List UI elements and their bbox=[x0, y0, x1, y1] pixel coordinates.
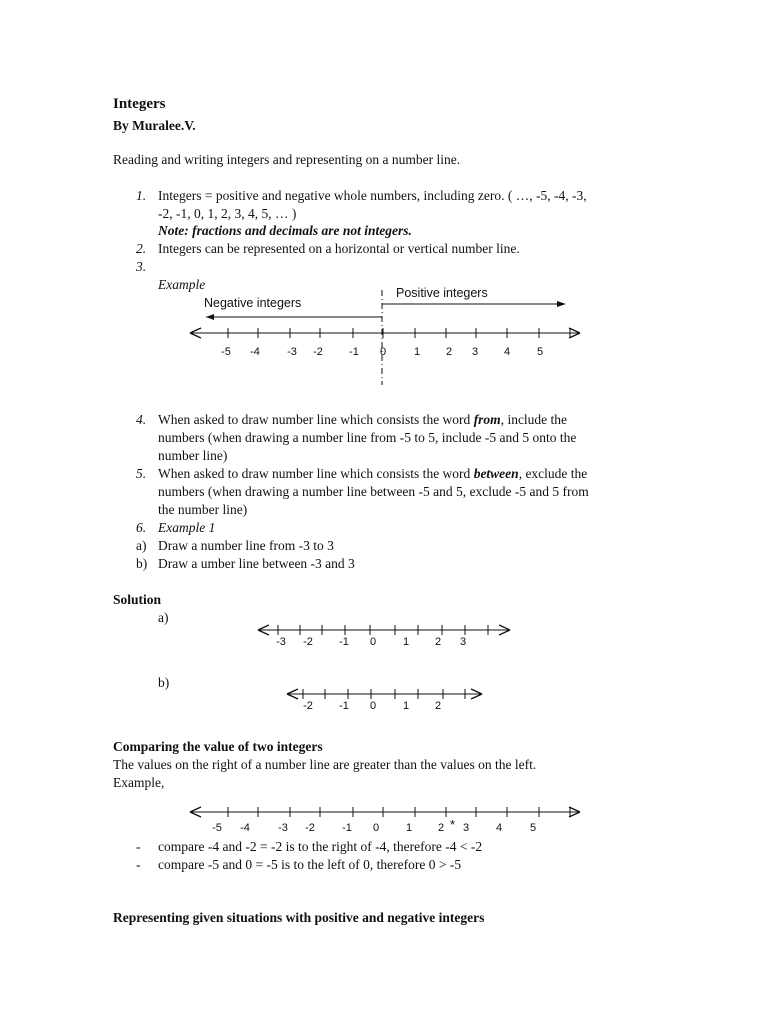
compare-marker: * bbox=[450, 817, 456, 832]
solution-a-number-line-tick-label: 1 bbox=[402, 636, 410, 648]
note-text: Note: fractions and decimals are not integers. bbox=[158, 223, 412, 238]
item5-line1 bbox=[158, 465, 587, 482]
compare-number-line bbox=[190, 807, 580, 834]
solution-a-number-line-tick-label: -3 bbox=[276, 636, 286, 648]
example-number-line-tick-label: 4 bbox=[503, 346, 511, 358]
example-number-line-tick-label: -2 bbox=[313, 346, 323, 358]
compare-number-line-tick-label: 4 bbox=[495, 822, 503, 834]
compare-number-line-tick-label: -1 bbox=[342, 822, 352, 834]
compare-number-line-tick-label: 1 bbox=[405, 822, 413, 834]
compare-number-line-tick-label: 3 bbox=[462, 822, 470, 834]
compare-number-line-tick-label: -3 bbox=[278, 822, 288, 834]
item1-line2: -2, -1, 0, 1, 2, 3, 4, 5, … ) bbox=[158, 206, 297, 221]
example-number-line-tick-label: -4 bbox=[250, 346, 260, 358]
item4-text-b: , include the bbox=[500, 412, 568, 427]
item6-text: Example 1 bbox=[158, 520, 216, 535]
item-number-4: 4. bbox=[136, 412, 147, 427]
item-label-b: b) bbox=[136, 556, 148, 571]
solution-heading: Solution bbox=[113, 592, 162, 607]
item5-line3: the number line) bbox=[158, 502, 248, 517]
item4-line3: number line) bbox=[158, 448, 228, 463]
positive-integers-label: Positive integers bbox=[396, 286, 488, 300]
solution-b-number-line-tick-label: -2 bbox=[303, 700, 313, 712]
representing-heading: Representing given situations with positive and negative integers bbox=[113, 910, 485, 925]
item4-line2: numbers (when drawing a number line from -5 to 5, include -5 and 5 onto the bbox=[158, 430, 577, 445]
item-a-text: Draw a number line from -3 to 3 bbox=[158, 538, 334, 553]
compare-number-line-tick-label: -2 bbox=[305, 822, 315, 834]
solution-b-label: b) bbox=[158, 675, 170, 690]
example-number-line-tick-label: 0 bbox=[379, 346, 387, 358]
item-label-a: a) bbox=[136, 538, 147, 553]
page-title: Integers bbox=[113, 96, 166, 112]
bullet-dash-1: - bbox=[136, 839, 141, 854]
example-number-line-tick-label: 2 bbox=[445, 346, 453, 358]
solution-a-label: a) bbox=[158, 610, 169, 625]
solution-a-number-line-tick-label: 0 bbox=[369, 636, 377, 648]
intro-text: Reading and writing integers and representing on a number line. bbox=[113, 152, 461, 167]
comparing-example: Example, bbox=[113, 775, 165, 790]
compare-number-line-tick-label: 0 bbox=[372, 822, 380, 834]
solution-a-number-line-tick-label: -1 bbox=[339, 636, 349, 648]
item-number-5: 5. bbox=[136, 466, 147, 481]
item-number-1: 1. bbox=[136, 188, 147, 203]
solution-a-number-line-tick-label: 3 bbox=[459, 636, 467, 648]
bullet-dash-2: - bbox=[136, 857, 141, 872]
item4-text-a: When asked to draw number line which consists the word bbox=[158, 412, 474, 427]
compare-number-line-tick-label: 5 bbox=[529, 822, 537, 834]
solution-a-number-line bbox=[258, 625, 510, 648]
solution-b-number-line bbox=[287, 689, 482, 712]
example-number-line-tick-label: 1 bbox=[413, 346, 421, 358]
compare-number-line-tick-label: -5 bbox=[212, 822, 222, 834]
compare-bullet-1: compare -4 and -2 = -2 is to the right of -4, therefore -4 < -2 bbox=[158, 839, 483, 854]
solution-b-number-line-tick-label: 1 bbox=[402, 700, 410, 712]
item-number-2: 2. bbox=[136, 241, 147, 256]
solution-a-number-line-tick-label: 2 bbox=[434, 636, 442, 648]
compare-number-line-tick-label: -4 bbox=[240, 822, 250, 834]
item5-text-b: , exclude the bbox=[518, 466, 588, 481]
item2-text: Integers can be represented on a horizontal or vertical number line. bbox=[158, 241, 520, 256]
solution-a-number-line-tick-label: -2 bbox=[303, 636, 313, 648]
example-number-line-tick-label: -1 bbox=[349, 346, 359, 358]
item4-line1 bbox=[158, 411, 567, 428]
comparing-heading: Comparing the value of two integers bbox=[113, 739, 323, 754]
solution-b-number-line-tick-label: 2 bbox=[434, 700, 442, 712]
example-number-line-tick-label: 5 bbox=[536, 346, 544, 358]
example-label: Example bbox=[158, 277, 206, 292]
item5-line2: numbers (when drawing a number line between -5 and 5, exclude -5 and 5 from bbox=[158, 484, 589, 499]
example-number-line-tick-label: 3 bbox=[471, 346, 479, 358]
comparing-text: The values on the right of a number line are greater than the values on the left. bbox=[113, 757, 537, 772]
item5-keyword-between: between bbox=[473, 466, 519, 481]
negative-integers-label: Negative integers bbox=[204, 296, 302, 310]
example-number-line-tick-label: -3 bbox=[287, 346, 297, 358]
item-number-3: 3. bbox=[136, 259, 147, 274]
example-number-line-tick-label: -5 bbox=[221, 346, 231, 358]
solution-b-number-line-tick-label: 0 bbox=[369, 700, 377, 712]
item1-line1: Integers = positive and negative whole numbers, including zero. ( …, -5, -4, -3, bbox=[158, 188, 587, 203]
compare-number-line-tick-label: 2 bbox=[437, 822, 445, 834]
compare-bullet-2: compare -5 and 0 = -5 is to the left of 0, therefore 0 > -5 bbox=[158, 857, 462, 872]
solution-b-number-line-tick-label: -1 bbox=[339, 700, 349, 712]
item5-text-a: When asked to draw number line which consists the word bbox=[158, 466, 474, 481]
example-number-line bbox=[190, 328, 580, 358]
item4-keyword-from: from bbox=[473, 412, 501, 427]
item-number-6: 6. bbox=[136, 520, 147, 535]
author: By Muralee.V. bbox=[113, 118, 196, 133]
item-b-text: Draw a umber line between -3 and 3 bbox=[158, 556, 355, 571]
